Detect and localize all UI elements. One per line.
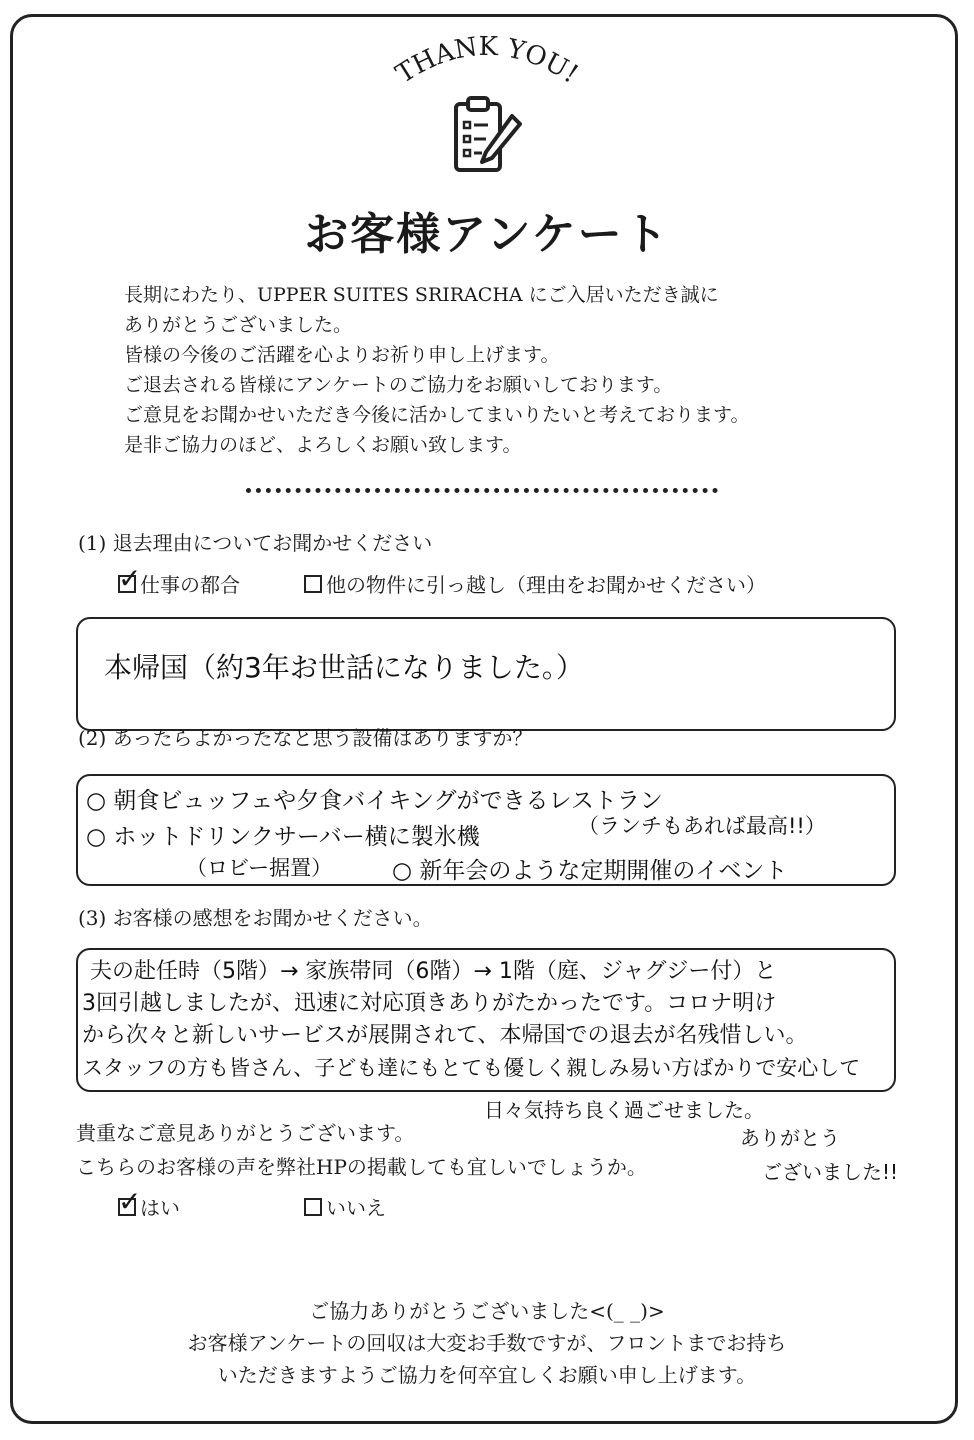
- check-mark-icon: ✓: [118, 1184, 142, 1218]
- intro-line: 是非ご協力のほど、よろしくお願い致します。: [124, 434, 522, 456]
- thanks-note-line-2: ございました!!: [762, 1160, 899, 1184]
- answer-3-line: 夫の赴任時（5階）→ 家族帯同（6階）→ 1階（庭、ジャグジー付）と: [90, 959, 777, 984]
- intro-line: 長期にわたり、UPPER SUITES SRIRACHA にご入居いただき誠に: [124, 284, 719, 306]
- answer-1-text: 本帰国（約3年お世話になりました。）: [104, 651, 584, 684]
- answer-3-overflow: 日々気持ち良く過ごせました。: [484, 1098, 764, 1122]
- clipboard-icon: [452, 96, 524, 176]
- footer-line-1: ご協力ありがとうございました<(_ _)>: [309, 1299, 665, 1323]
- consent-line-2: こちらのお客様の声を弊社HPの掲載しても宜しいでしょうか。: [76, 1155, 647, 1179]
- consent-yes-checkbox[interactable]: [118, 1184, 142, 1218]
- option-work-checkbox[interactable]: [118, 561, 142, 595]
- intro-line: ご退去される皆様にアンケートのご協力をお願いしております。: [124, 374, 673, 396]
- consent-yes: [118, 1184, 180, 1221]
- answer-2-line-3a: （ロビー据置）: [186, 856, 333, 880]
- footer-line-3: いただきますようご協力を何卒宜しくお願い申し上げます。: [217, 1363, 757, 1387]
- consent-no: [304, 1192, 386, 1221]
- page-title: お客様アンケート: [304, 209, 670, 260]
- consent-no-label: いいえ: [326, 1196, 386, 1220]
- thanks-note-line-1: ありがとう: [740, 1126, 840, 1150]
- answer-3-line: から次々と新しいサービスが展開されて、本帰国での退去が名残惜しい。: [82, 1023, 808, 1048]
- answer-3-line: 3回引越しましたが、迅速に対応頂きありがたかったです。コロナ明け: [82, 991, 777, 1016]
- divider: [246, 488, 718, 493]
- consent-line-1: 貴重なご意見ありがとうございます。: [76, 1121, 415, 1145]
- option-other-checkbox[interactable]: [304, 575, 322, 593]
- intro-text: [124, 280, 884, 460]
- answer-2-line-2: ○ ホットドリンクサーバー横に製氷機: [86, 824, 480, 850]
- question-3-label: (3) お客様の感想をお聞かせください。: [78, 906, 433, 930]
- option-work: [118, 561, 240, 598]
- answer-2-line-1b: （ランチもあれば最高!!）: [578, 814, 826, 838]
- answer-3-line: スタッフの方も皆さん、子ども達にもとても優しく親しみ易い方ばかりで安心して: [82, 1056, 861, 1080]
- check-mark-icon: ✓: [118, 561, 142, 595]
- answer-2-line-1: ○ 朝食ビュッフェや夕食バイキングができるレストラン: [86, 788, 663, 814]
- footer-line-2: お客様アンケートの回収は大変お手数ですが、フロントまでお持ち: [187, 1331, 787, 1355]
- intro-line: ありがとうございました。: [124, 314, 353, 336]
- consent-no-checkbox[interactable]: [304, 1198, 322, 1216]
- intro-line: 皆様の今後のご活躍を心よりお祈り申し上げます。: [124, 344, 560, 366]
- option-other: [304, 569, 766, 598]
- intro-line: ご意見をお聞かせいただき今後に活かしてまいりたいと考えております。: [124, 404, 750, 426]
- question-2-label: (2) あったらよかったなと思う設備はありますか？: [78, 726, 533, 750]
- question-1-label: (1) 退去理由についてお聞かせください: [78, 531, 433, 555]
- option-work-label: 仕事の都合: [140, 573, 240, 597]
- answer-2-line-3b: ○ 新年会のような定期開催のイベント: [392, 858, 788, 884]
- consent-yes-label: はい: [140, 1196, 180, 1220]
- thank-you-text: THANK YOU!: [390, 31, 584, 90]
- option-other-label: 他の物件に引っ越し（理由をお聞かせください）: [326, 573, 766, 597]
